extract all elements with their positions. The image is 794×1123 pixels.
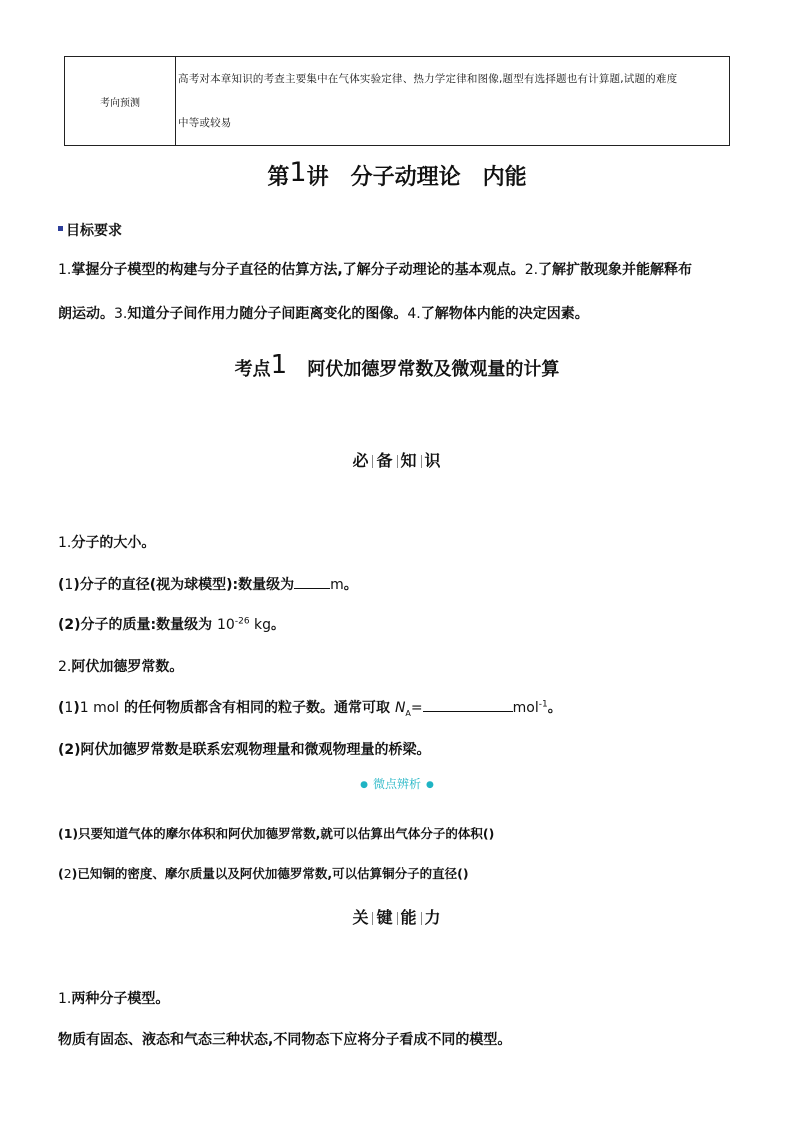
item-text: 分子的大小。 xyxy=(71,535,156,551)
divider xyxy=(372,912,373,925)
equals: = xyxy=(410,700,423,716)
knowledge-item-1-1 xyxy=(58,574,358,594)
forecast-table xyxy=(64,56,730,146)
heading-char: 键 xyxy=(376,908,394,927)
topic-title-text: 阿伏加德罗常数及微观量的计算 xyxy=(307,359,560,380)
symbol: N xyxy=(394,700,406,716)
heading-char: 力 xyxy=(424,908,442,927)
knowledge-item-2 xyxy=(58,656,183,676)
divider xyxy=(372,455,373,468)
bullet-square-icon xyxy=(58,226,63,231)
item-number: 2. xyxy=(58,659,72,675)
objective-text: 了解扩散现象并能解释布 xyxy=(538,262,693,278)
knowledge-item-1 xyxy=(58,532,155,552)
answer-blank[interactable] xyxy=(423,699,513,712)
lecture-title-number: 1 xyxy=(289,157,307,188)
punct: 。 xyxy=(547,700,562,716)
heading-char: 识 xyxy=(424,451,442,470)
objectives-line-1 xyxy=(58,248,748,292)
topic-title-prefix: 考点 xyxy=(234,359,271,380)
paren: ) xyxy=(73,700,80,716)
micro-analysis-label: 微点辨析 xyxy=(372,777,421,791)
item-text: )已知铜的密度、摩尔质量以及阿伏加德罗常数,可以估算铜分子的直径() xyxy=(71,866,469,881)
punct: 。 xyxy=(271,617,285,633)
quantity: 1 mol xyxy=(79,700,120,716)
lecture-title-text: 讲 分子动理论 内能 xyxy=(306,165,527,190)
exponent: -26 xyxy=(234,616,250,627)
dot-icon: ● xyxy=(426,780,434,790)
unit: mol xyxy=(512,700,539,716)
paren: ) xyxy=(73,577,80,593)
punct: 。 xyxy=(343,577,358,593)
heading-char: 备 xyxy=(376,451,394,470)
ability-item-1 xyxy=(58,988,169,1008)
knowledge-item-1-2 xyxy=(58,614,285,634)
objective-text: 朗运动。 xyxy=(58,306,114,322)
answer-blank[interactable] xyxy=(294,576,330,589)
item-number: 1. xyxy=(58,535,72,551)
forecast-line-2: 中等或较易 xyxy=(178,117,232,129)
item-number: 1 xyxy=(64,700,74,716)
value: 10 xyxy=(217,617,235,633)
heading-char: 知 xyxy=(400,451,418,470)
heading-char: 关 xyxy=(352,908,370,927)
micro-question-1: (1)只要知道气体的摩尔体积和阿伏加德罗常数,就可以估算出气体分子的体积() xyxy=(58,826,495,841)
lecture-title xyxy=(0,157,794,191)
objectives-heading-text: 目标要求 xyxy=(66,223,122,239)
divider xyxy=(421,912,422,925)
item-text: 两种分子模型。 xyxy=(71,991,170,1007)
item-text: 阿伏加德罗常数。 xyxy=(71,659,184,675)
objective-number: 1. xyxy=(58,262,72,278)
objectives-paragraph xyxy=(58,248,748,336)
objective-number: 2. xyxy=(524,262,539,278)
item-number: 1 xyxy=(64,577,74,593)
item-number: 1. xyxy=(58,991,72,1007)
divider xyxy=(421,455,422,468)
heading-char: 必 xyxy=(352,451,370,470)
lecture-title-prefix: 第 xyxy=(267,165,290,190)
divider xyxy=(397,912,398,925)
topic-title-number: 1 xyxy=(270,350,288,380)
micro-question-2 xyxy=(58,864,469,882)
heading-char: 能 xyxy=(400,908,418,927)
divider xyxy=(397,455,398,468)
paren: ( xyxy=(58,577,65,593)
exponent: -1 xyxy=(538,699,548,710)
objective-text: 了解物体内能的决定因素。 xyxy=(420,306,589,322)
objectives-line-2 xyxy=(58,292,748,336)
micro-analysis-heading xyxy=(0,775,794,792)
essential-knowledge-heading xyxy=(0,448,794,471)
forecast-text xyxy=(176,57,730,146)
dot-icon: ● xyxy=(360,780,368,790)
item-text: 分子的直径(视为球模型):数量级为 xyxy=(79,577,295,593)
unit: m xyxy=(330,577,344,593)
item-text: 的任何物质都含有相同的粒子数。通常可取 xyxy=(119,700,395,716)
paren: ( xyxy=(58,700,65,716)
knowledge-item-2-1 xyxy=(58,697,562,718)
objectives-heading xyxy=(58,220,122,240)
item-text: (2)分子的质量:数量级为 xyxy=(58,617,218,633)
objective-text: 掌握分子模型的构建与分子直径的估算方法,了解分子动理论的基本观点。 xyxy=(71,262,525,278)
key-ability-heading xyxy=(0,905,794,928)
knowledge-item-2-2: (2)阿伏加德罗常数是联系宏观物理量和微观物理量的桥梁。 xyxy=(58,742,431,758)
unit: kg xyxy=(249,617,271,633)
forecast-line-1: 高考对本章知识的考查主要集中在气体实验定律、热力学定律和图像,题型有选择题也有计算题,试题的难度 xyxy=(178,73,678,85)
subscript: A xyxy=(405,708,411,718)
forecast-label: 考向预测 xyxy=(65,57,176,146)
objective-text: 知道分子间作用力随分子间距离变化的图像。 xyxy=(127,306,408,322)
item-number: 2 xyxy=(63,866,72,881)
paren: ( xyxy=(58,866,64,881)
topic-title xyxy=(0,352,794,382)
objective-number: 4. xyxy=(407,306,421,322)
objective-number: 3. xyxy=(114,306,128,322)
ability-paragraph: 物质有固态、液态和气态三种状态,不同物态下应将分子看成不同的模型。 xyxy=(58,1032,512,1048)
